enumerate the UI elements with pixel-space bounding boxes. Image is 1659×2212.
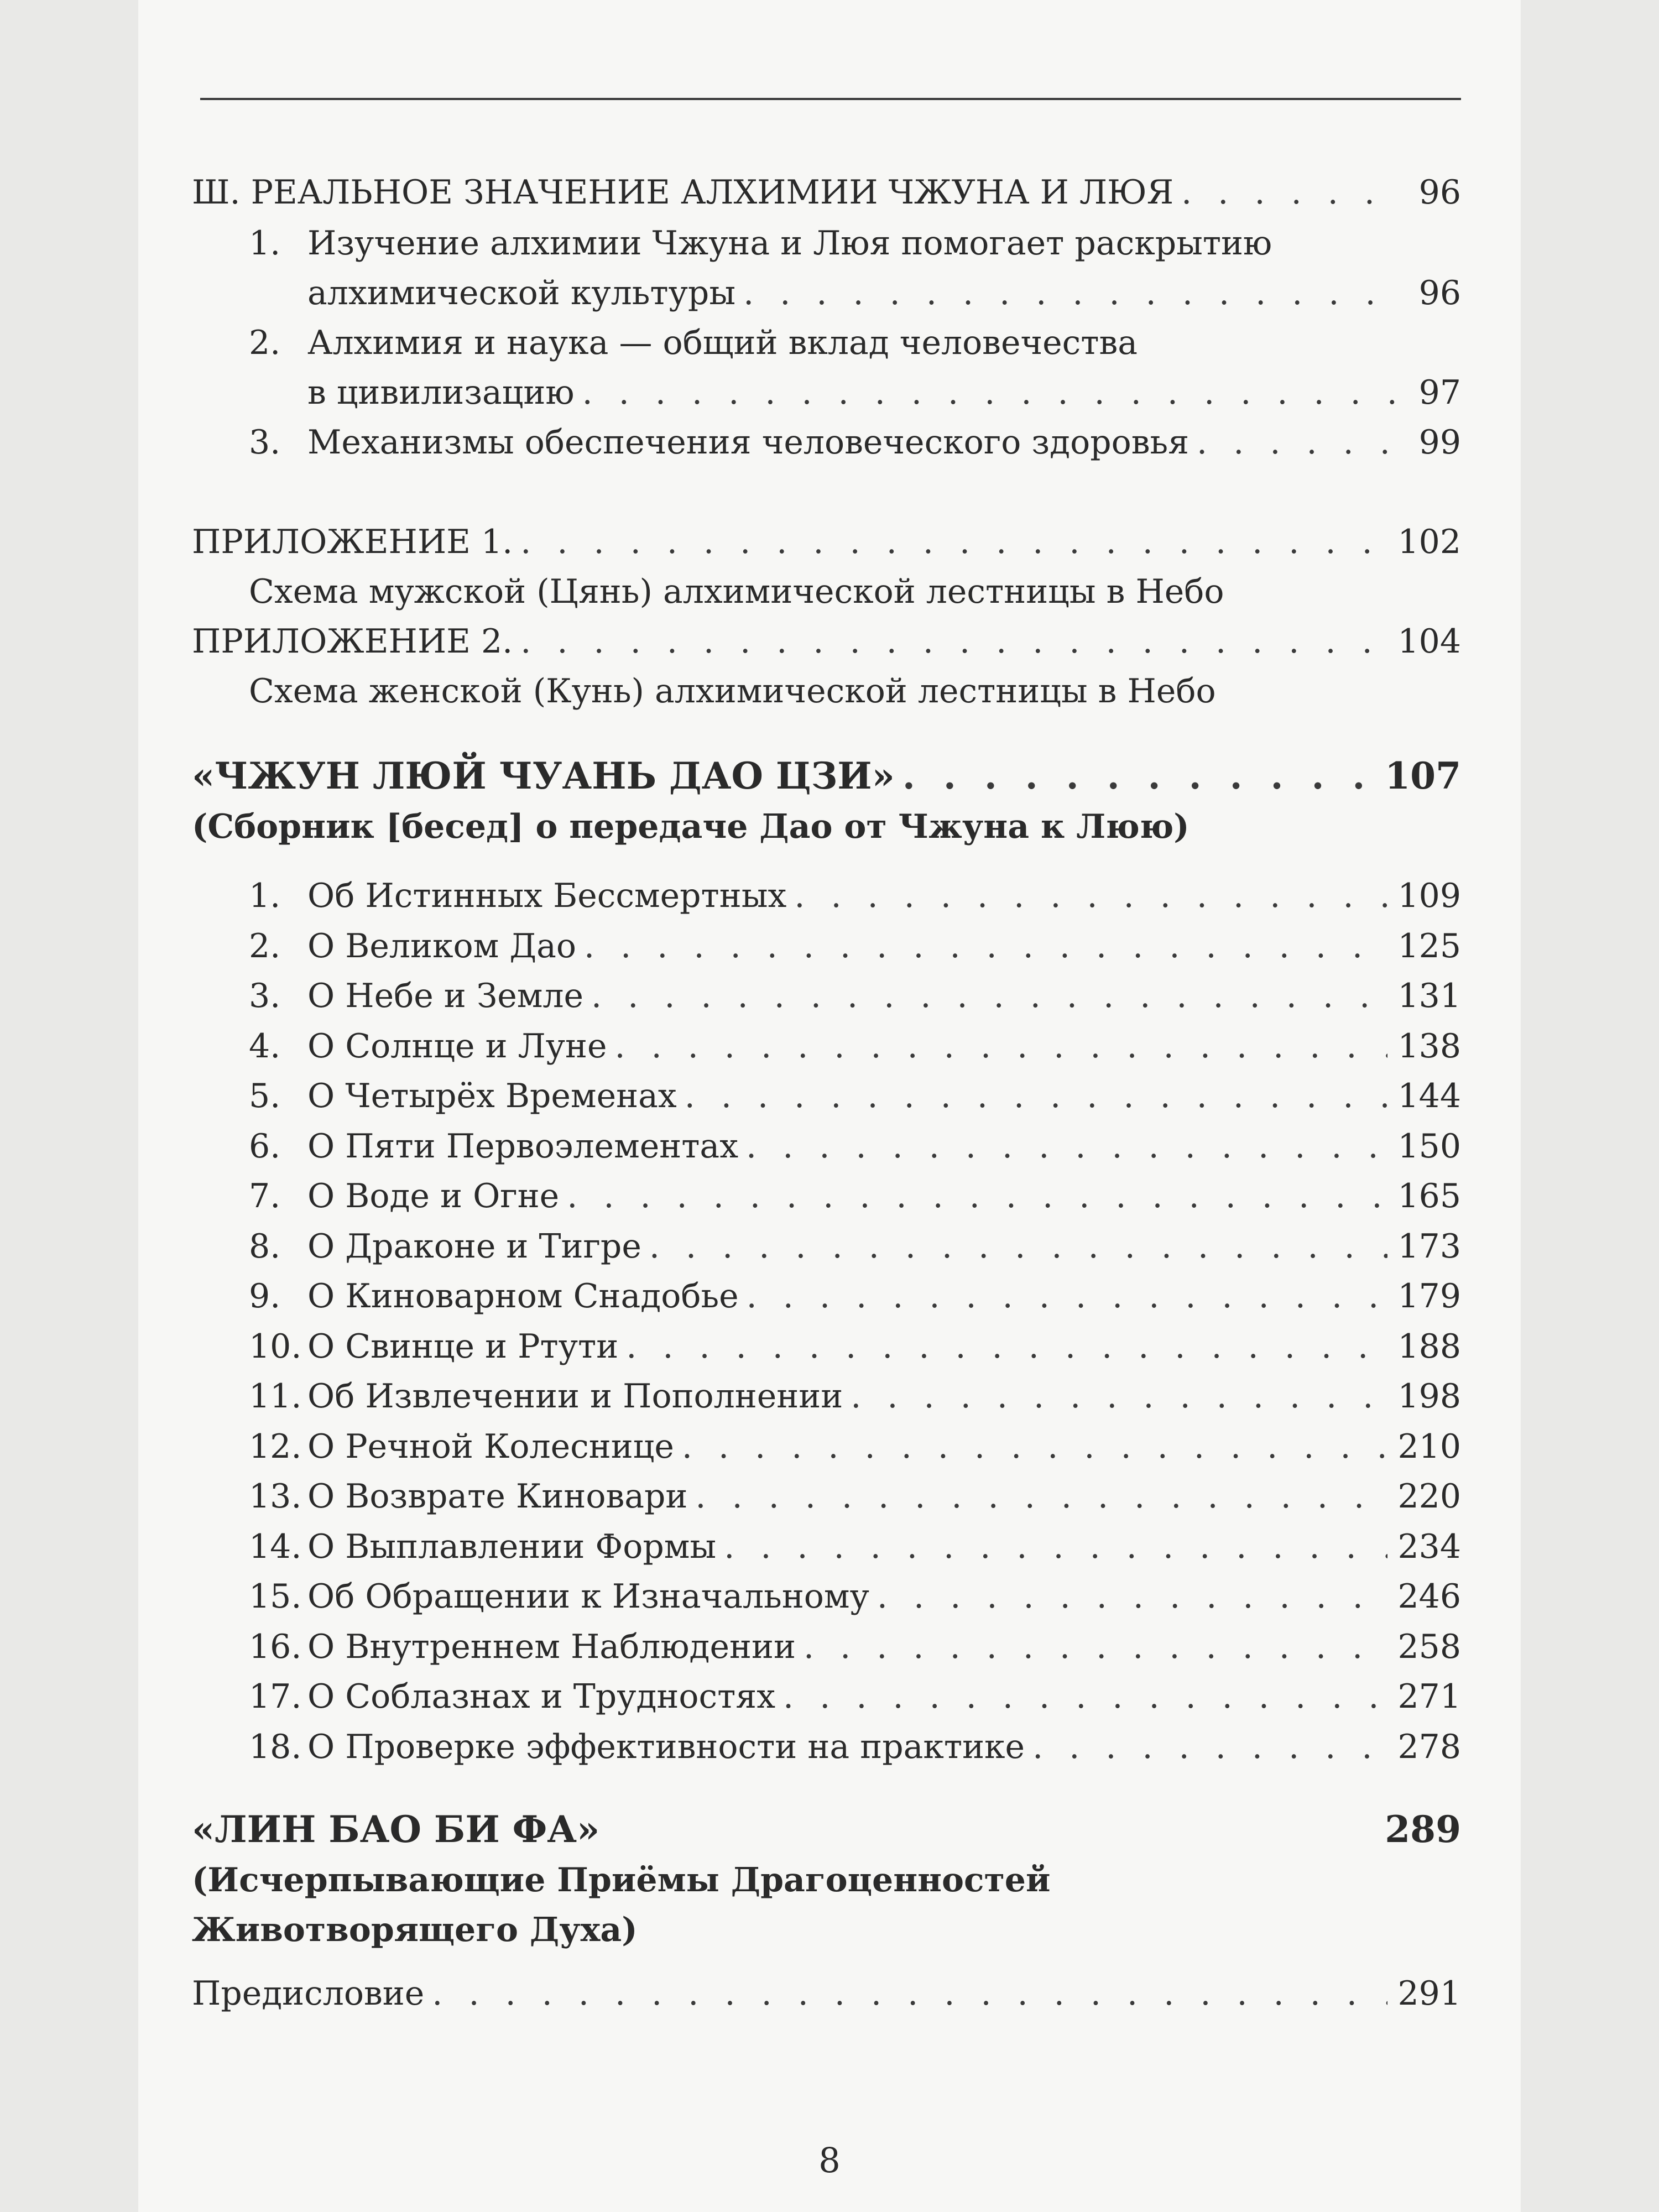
dot-leader (1181, 176, 1396, 209)
toc-chapter-title: О Небе и Земле (307, 977, 584, 1015)
toc-page-number: 96 (1418, 274, 1461, 312)
toc-page-number: 104 (1397, 622, 1461, 661)
toc-chapter-row (249, 1327, 1461, 1366)
toc-entry-title: ПРИЛОЖЕНИЕ 1. (192, 523, 513, 561)
toc-chapter-title: О Внутреннем Наблюдении (307, 1627, 796, 1666)
toc-chapter-row (249, 1677, 1461, 1716)
toc-chapter-title: О Соблазнах и Трудностях (307, 1677, 776, 1716)
toc-page-number: 109 (1397, 877, 1461, 915)
toc-chapter-number: 13. (249, 1477, 302, 1516)
toc-chapter-number: 12. (249, 1427, 302, 1466)
toc-chapter-title: О Солнце и Луне (307, 1027, 607, 1066)
toc-chapter-number: 11. (249, 1377, 302, 1416)
toc-chapter-title: Об Обращении к Изначальному (307, 1577, 869, 1616)
page-number: 8 (818, 2140, 841, 2180)
toc-chapter-row (249, 1627, 1461, 1666)
dot-leader (804, 1630, 1387, 1663)
toc-page-number: 179 (1397, 1277, 1461, 1316)
toc-page-number: 271 (1397, 1677, 1461, 1716)
toc-item-3-3 (249, 423, 1461, 462)
toc-page-number: 278 (1397, 1728, 1461, 1766)
book-page (138, 0, 1521, 2212)
toc-page-number: 96 (1418, 173, 1461, 212)
toc-chapter-row (249, 979, 1461, 1013)
dot-leader (626, 1330, 1387, 1363)
toc-chapter-title: О Свинце и Ртути (307, 1327, 619, 1366)
toc-page-number: 289 (1385, 1808, 1461, 1851)
toc-chapter-row (249, 1079, 1461, 1113)
dot-leader (877, 1580, 1388, 1613)
toc-page-number: 220 (1397, 1477, 1461, 1516)
toc-item-3-1 (249, 224, 1461, 263)
toc-item-3-1-cont (307, 276, 1461, 310)
toc-page-number: 165 (1397, 1177, 1461, 1215)
toc-chapter-row (249, 1730, 1461, 1764)
toc-page-number: 234 (1397, 1527, 1461, 1566)
toc-chapter-number: 18. (249, 1728, 302, 1766)
toc-chapter-number: 10. (249, 1327, 302, 1366)
toc-chapter-title: Об Истинных Бессмертных (307, 877, 787, 915)
toc-page-number: 99 (1418, 423, 1461, 462)
toc-chapter-title: О Киноварном Снадобье (307, 1277, 739, 1316)
toc-preface (192, 1974, 1461, 2013)
toc-page-number: 291 (1397, 1974, 1461, 2013)
dot-leader (615, 1030, 1388, 1063)
toc-chapter-title: О Проверке эффективности на практике (307, 1728, 1025, 1766)
toc-part-1-subtitle: (Сборник [бесед] о передаче Дао от Чжуна к Люю) (192, 807, 1190, 846)
toc-chapter-number: 9. (249, 1277, 281, 1316)
toc-page-number: 150 (1397, 1127, 1461, 1166)
toc-chapter-number: 16. (249, 1627, 302, 1666)
dot-leader (724, 1530, 1387, 1563)
toc-chapter-row (249, 1027, 1461, 1066)
toc-part-2 (192, 1808, 1461, 1851)
toc-page-number: 138 (1397, 1027, 1461, 1066)
toc-chapter-number: 7. (249, 1177, 281, 1215)
toc-chapter-number: 1. (249, 877, 281, 915)
dot-leader (747, 1280, 1388, 1313)
toc-part-title: «ЧЖУН ЛЮЙ ЧУАНЬ ДАО ЦЗИ» (192, 754, 895, 797)
toc-chapter-row (249, 1477, 1461, 1516)
toc-part-2-subtitle-line1: (Исчерпывающие Приёмы Драгоценностей (192, 1861, 1051, 1900)
dot-leader (1197, 426, 1396, 459)
toc-chapter-title: О Речной Колеснице (307, 1427, 674, 1466)
toc-chapter-title: Об Извлечении и Пополнении (307, 1377, 843, 1416)
dot-leader (743, 276, 1396, 310)
toc-chapter-number: 8. (249, 1227, 281, 1266)
header-rule (200, 98, 1461, 100)
toc-chapter-title: О Воде и Огне (307, 1177, 560, 1215)
dot-leader (567, 1180, 1387, 1213)
toc-page-number: 102 (1397, 523, 1461, 561)
toc-page-number: 198 (1397, 1377, 1461, 1416)
dot-leader (432, 1977, 1387, 2010)
dot-leader (794, 879, 1387, 912)
toc-appendix-2-subtitle: Схема женской (Кунь) алхимической лестницы в Небо (249, 672, 1216, 711)
toc-chapter-title: О Четырёх Временах (307, 1077, 677, 1115)
toc-chapter-title: О Драконе и Тигре (307, 1227, 641, 1266)
toc-page-number: 246 (1397, 1577, 1461, 1616)
toc-chapter-row (249, 1377, 1461, 1416)
toc-page-number: 107 (1385, 754, 1461, 797)
toc-chapter-number: 2. (249, 927, 281, 966)
toc-chapter-number: 3. (249, 977, 281, 1015)
dot-leader (520, 625, 1387, 658)
toc-chapter-row (249, 927, 1461, 966)
toc-entry-title: ПРИЛОЖЕНИЕ 2. (192, 622, 513, 661)
dot-leader (1032, 1730, 1387, 1764)
toc-page-number: 210 (1397, 1427, 1461, 1466)
dot-leader (851, 1380, 1387, 1413)
toc-chapter-row (249, 1177, 1461, 1215)
toc-chapter-row (249, 1127, 1461, 1166)
toc-chapter-row (249, 1227, 1461, 1266)
toc-page-number: 97 (1418, 373, 1461, 412)
toc-item-title: Изучение алхимии Чжуна и Люя помогает раскрытию (307, 224, 1272, 263)
toc-chapter-title: О Возврате Киновари (307, 1477, 688, 1516)
toc-item-title: в цивилизацию (307, 373, 575, 412)
dot-leader (520, 525, 1387, 559)
toc-chapter-number: 6. (249, 1127, 281, 1166)
dot-leader (685, 1079, 1388, 1113)
toc-item-title: алхимической культуры (307, 274, 736, 312)
toc-chapter-title: О Великом Дао (307, 927, 577, 966)
dot-leader (584, 930, 1387, 963)
toc-item-3-2-cont (307, 373, 1461, 412)
toc-chapter-number: 15. (249, 1577, 302, 1616)
toc-part-title: «ЛИН БАО БИ ФА» (192, 1808, 600, 1851)
dot-leader (746, 1130, 1387, 1163)
toc-item-title: Механизмы обеспечения человеческого здоровья (307, 423, 1190, 462)
toc-page-number: 188 (1397, 1327, 1461, 1366)
toc-entry-title: Предисловие (192, 1974, 425, 2013)
dot-leader (902, 758, 1375, 794)
toc-item-3-2 (249, 324, 1461, 362)
toc-page-number: 144 (1397, 1077, 1461, 1115)
dot-leader (649, 1230, 1388, 1263)
toc-appendix-1 (192, 525, 1461, 559)
toc-chapter-row (249, 1427, 1461, 1466)
toc-chapter-number: 4. (249, 1027, 281, 1066)
toc-chapter-row (249, 1527, 1461, 1566)
toc-entry-title: Ш. РЕАЛЬНОЕ ЗНАЧЕНИЕ АЛХИМИИ ЧЖУНА И ЛЮЯ (192, 173, 1174, 212)
toc-part-2-subtitle-line2: Животворящего Духа) (192, 1911, 638, 1949)
toc-page-number: 258 (1397, 1627, 1461, 1666)
toc-chapter-number: 14. (249, 1527, 302, 1566)
dot-leader (582, 376, 1396, 409)
toc-chapter-row (249, 1577, 1461, 1616)
toc-chapter-number: 5. (249, 1077, 281, 1115)
toc-chapter-title: О Выплавлении Формы (307, 1527, 717, 1566)
dot-leader (783, 1680, 1387, 1713)
toc-page-number: 131 (1397, 977, 1461, 1015)
dot-leader (682, 1430, 1388, 1463)
toc-section-3 (192, 173, 1461, 212)
dot-leader (695, 1480, 1387, 1513)
toc-chapter-number: 17. (249, 1677, 302, 1716)
toc-page-number: 125 (1397, 927, 1461, 966)
dot-leader (591, 979, 1387, 1013)
toc-part-1 (192, 754, 1461, 797)
toc-chapter-row (249, 877, 1461, 915)
toc-chapter-title: О Пяти Первоэлементах (307, 1127, 739, 1166)
toc-appendix-1-subtitle: Схема мужской (Цянь) алхимической лестницы в Небо (249, 572, 1224, 611)
toc-chapter-row (249, 1277, 1461, 1316)
toc-item-number: 1. (249, 224, 281, 263)
toc-appendix-2 (192, 622, 1461, 661)
toc-item-title: Алхимия и наука — общий вклад человечества (307, 324, 1138, 362)
toc-item-number: 2. (249, 324, 281, 362)
toc-page-number: 173 (1397, 1227, 1461, 1266)
toc-item-number: 3. (249, 423, 281, 462)
